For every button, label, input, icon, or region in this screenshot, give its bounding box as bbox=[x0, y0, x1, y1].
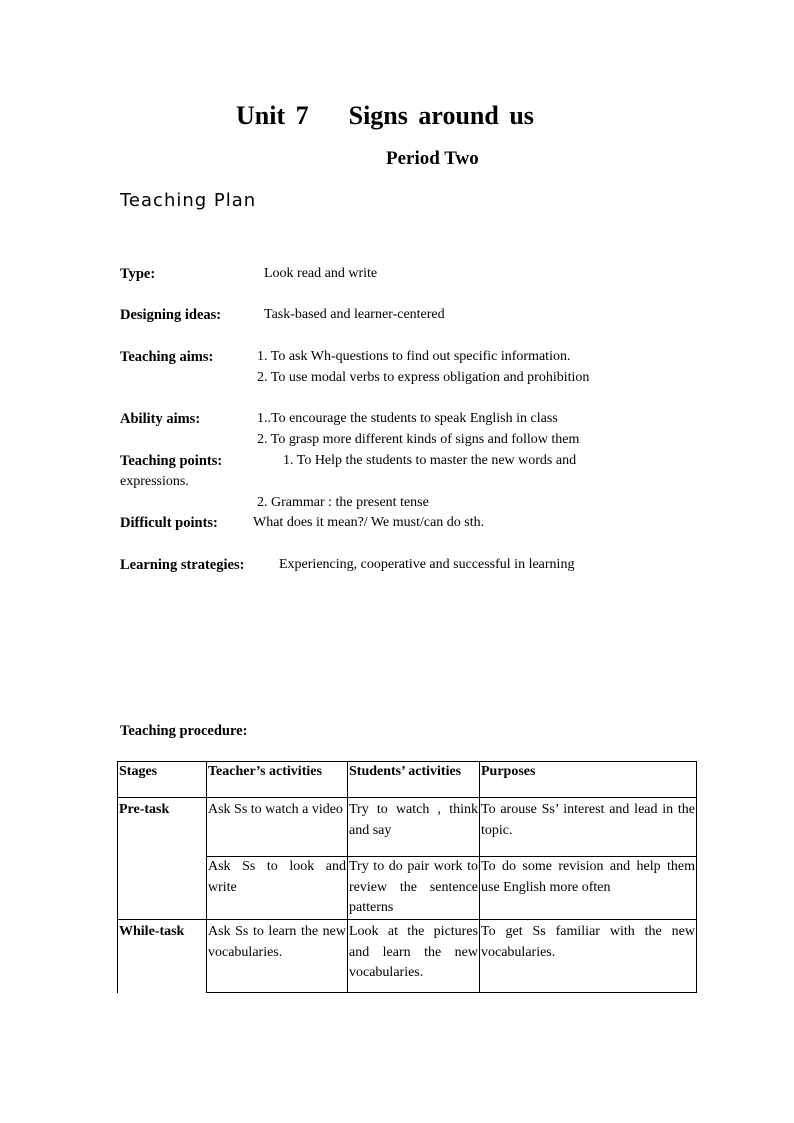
ability-aims-item-2: 2. To grasp more different kinds of signs and follow them bbox=[257, 432, 580, 447]
teacher-activity-cell: Ask Ss to watch a video bbox=[207, 798, 348, 857]
stage-cell: While-task bbox=[118, 920, 207, 993]
ability-aims-label: Ability aims: bbox=[120, 411, 201, 427]
ability-aims-item-1: 1..To encourage the students to speak English in class bbox=[257, 411, 558, 426]
learning-strategies-label: Learning strategies: bbox=[120, 557, 245, 573]
difficult-points-label: Difficult points: bbox=[120, 515, 218, 531]
teaching-procedure-table bbox=[117, 761, 697, 993]
table-header-row bbox=[118, 762, 697, 798]
teacher-activity-cell: Ask Ss to learn the new vocabularies. bbox=[207, 920, 348, 993]
purpose-cell: To get Ss familiar with the new vocabularies. bbox=[480, 920, 697, 993]
table-row bbox=[118, 798, 697, 857]
teaching-aims-label: Teaching aims: bbox=[120, 349, 214, 365]
header-stages: Stages bbox=[118, 762, 207, 798]
student-activity-cell: Try to watch , think and say bbox=[348, 798, 480, 857]
student-activity-cell: Try to do pair work to review the sentence patterns bbox=[348, 857, 480, 920]
designing-ideas-value: Task-based and learner-centered bbox=[264, 307, 445, 322]
header-purposes: Purposes bbox=[480, 762, 697, 798]
teaching-aims-item-1: 1. To ask Wh-questions to find out specific information. bbox=[257, 349, 571, 364]
header-students-activities: Students’ activities bbox=[348, 762, 480, 798]
table-row bbox=[118, 920, 697, 993]
teaching-points-item-2: 2. Grammar : the present tense bbox=[257, 495, 429, 510]
student-activity-cell: Look at the pictures and learn the new vocabularies. bbox=[348, 920, 480, 993]
teaching-procedure-label: Teaching procedure: bbox=[120, 723, 248, 739]
header-teacher-activities: Teacher’s activities bbox=[207, 762, 348, 798]
document-title bbox=[236, 101, 534, 131]
type-label: Type: bbox=[120, 266, 156, 282]
teaching-points-label: Teaching points: bbox=[120, 453, 223, 469]
purpose-cell: To arouse Ss’ interest and lead in the topic. bbox=[480, 798, 697, 857]
stage-cell: Pre-task bbox=[118, 798, 207, 920]
plan-heading: Teaching Plan bbox=[120, 190, 257, 211]
teaching-points-item-1: 1. To Help the students to master the new words and bbox=[283, 453, 577, 468]
teaching-aims-item-2: 2. To use modal verbs to express obligation and prohibition bbox=[257, 370, 590, 385]
unit-topic: Signs around us bbox=[348, 101, 534, 130]
difficult-points-value: What does it mean?/ We must/can do sth. bbox=[253, 515, 485, 530]
teacher-activity-cell: Ask Ss to look and write bbox=[207, 857, 348, 920]
purpose-cell: To do some revision and help them use English more often bbox=[480, 857, 697, 920]
teaching-points-item-1-continued: expressions. bbox=[120, 474, 189, 489]
learning-strategies-value: Experiencing, cooperative and successful in learning bbox=[279, 557, 575, 572]
type-value: Look read and write bbox=[264, 266, 378, 281]
unit-number: Unit 7 bbox=[236, 101, 309, 130]
designing-ideas-label: Designing ideas: bbox=[120, 307, 222, 323]
period-subtitle: Period Two bbox=[386, 148, 479, 169]
